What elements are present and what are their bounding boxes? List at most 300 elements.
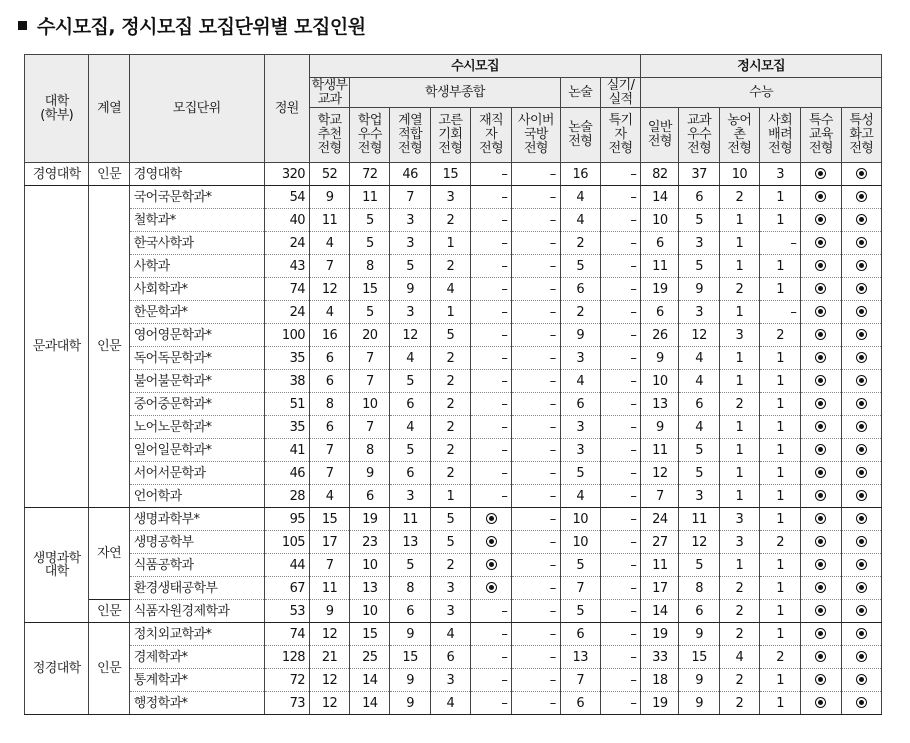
value-cell: 1 (760, 692, 801, 715)
selected-mark-cell (841, 531, 881, 554)
col-sub-2: 계열 적합 전형 (390, 108, 430, 163)
circle-dot-icon (815, 605, 826, 616)
circle-dot-icon (486, 513, 497, 524)
selected-mark-cell (841, 646, 881, 669)
value-cell: – (470, 485, 511, 508)
quota-cell: 28 (264, 485, 309, 508)
unit-cell: 사학과 (129, 255, 264, 278)
value-cell: – (470, 669, 511, 692)
unit-cell: 불어불문학과* (129, 370, 264, 393)
value-cell: 1 (719, 439, 759, 462)
value-cell: 7 (309, 554, 349, 577)
selected-mark-cell (801, 324, 841, 347)
circle-dot-icon (815, 352, 826, 363)
value-cell: 1 (760, 554, 801, 577)
value-cell: – (760, 301, 801, 324)
value-cell: 8 (309, 393, 349, 416)
circle-dot-icon (815, 421, 826, 432)
value-cell: 11 (390, 508, 430, 531)
unit-cell: 철학과* (129, 209, 264, 232)
col-sub-7: 특기 자 전형 (600, 108, 640, 163)
value-cell: – (470, 646, 511, 669)
quota-cell: 105 (264, 531, 309, 554)
value-cell: 1 (760, 600, 801, 623)
value-cell: 1 (760, 439, 801, 462)
circle-dot-icon (856, 651, 867, 662)
value-cell: 6 (560, 278, 600, 301)
value-cell: 10 (641, 370, 679, 393)
value-cell: 2 (760, 531, 801, 554)
value-cell: 19 (641, 278, 679, 301)
unit-cell: 언어학과 (129, 485, 264, 508)
col-nonsul: 논술 (560, 78, 600, 108)
value-cell: – (512, 508, 560, 531)
field-cell: 인문 (89, 623, 129, 715)
circle-dot-icon (815, 536, 826, 547)
value-cell: 1 (760, 577, 801, 600)
value-cell: – (512, 347, 560, 370)
value-cell: – (600, 646, 640, 669)
table-row (25, 646, 882, 669)
circle-dot-icon (815, 697, 826, 708)
value-cell: 46 (390, 163, 430, 186)
value-cell: 4 (679, 347, 719, 370)
value-cell: 12 (679, 324, 719, 347)
col-sub-9: 교과 우수 전형 (679, 108, 719, 163)
value-cell: – (512, 416, 560, 439)
value-cell: 27 (641, 531, 679, 554)
value-cell: 9 (350, 462, 390, 485)
circle-dot-icon (856, 329, 867, 340)
table-row (25, 163, 882, 186)
value-cell: 1 (760, 186, 801, 209)
value-cell: 11 (350, 186, 390, 209)
value-cell: 8 (350, 255, 390, 278)
circle-dot-icon (815, 214, 826, 225)
circle-dot-icon (856, 628, 867, 639)
unit-cell: 생명공학부 (129, 531, 264, 554)
value-cell: – (512, 232, 560, 255)
value-cell: 33 (641, 646, 679, 669)
value-cell: 10 (560, 508, 600, 531)
table-row (25, 692, 882, 715)
circle-dot-icon (856, 490, 867, 501)
value-cell: 1 (430, 485, 470, 508)
value-cell: 1 (760, 485, 801, 508)
selected-mark-cell (801, 393, 841, 416)
value-cell: 6 (560, 692, 600, 715)
value-cell: 5 (430, 324, 470, 347)
value-cell: 10 (350, 554, 390, 577)
value-cell: – (600, 370, 640, 393)
value-cell: 1 (430, 232, 470, 255)
value-cell: – (512, 186, 560, 209)
value-cell: – (600, 301, 640, 324)
value-cell: 7 (560, 577, 600, 600)
value-cell: 3 (390, 301, 430, 324)
value-cell: 9 (390, 669, 430, 692)
selected-mark-cell (801, 209, 841, 232)
field-cell: 자연 (89, 508, 129, 600)
col-silgi: 실기/ 실적 (600, 78, 640, 108)
value-cell: 5 (560, 600, 600, 623)
value-cell: 8 (350, 439, 390, 462)
value-cell: 13 (560, 646, 600, 669)
value-cell: – (600, 485, 640, 508)
value-cell: – (600, 347, 640, 370)
value-cell: 2 (760, 646, 801, 669)
col-sub-0: 학교 추천 전형 (309, 108, 349, 163)
value-cell: 7 (309, 462, 349, 485)
value-cell: – (512, 439, 560, 462)
table-row (25, 347, 882, 370)
value-cell: 5 (430, 531, 470, 554)
value-cell: – (470, 692, 511, 715)
value-cell: – (470, 439, 511, 462)
circle-dot-icon (815, 582, 826, 593)
unit-cell: 통계학과* (129, 669, 264, 692)
value-cell: 4 (430, 623, 470, 646)
col-sub-3: 고른 기회 전형 (430, 108, 470, 163)
col-unit: 모집단위 (129, 55, 264, 163)
value-cell: 21 (309, 646, 349, 669)
value-cell: 6 (679, 600, 719, 623)
value-cell: 10 (350, 393, 390, 416)
value-cell: 6 (390, 462, 430, 485)
circle-dot-icon (486, 536, 497, 547)
value-cell: 3 (760, 163, 801, 186)
value-cell: – (470, 462, 511, 485)
value-cell: – (470, 623, 511, 646)
quota-cell: 24 (264, 301, 309, 324)
value-cell: 3 (719, 531, 759, 554)
table-row (25, 577, 882, 600)
value-cell: – (600, 255, 640, 278)
univ-cell: 경영대학 (25, 163, 89, 186)
quota-cell: 35 (264, 347, 309, 370)
value-cell: – (470, 301, 511, 324)
selected-mark-cell (801, 255, 841, 278)
value-cell: – (470, 209, 511, 232)
col-quota: 정원 (264, 55, 309, 163)
value-cell: 2 (560, 232, 600, 255)
value-cell: 2 (430, 416, 470, 439)
value-cell: 11 (641, 554, 679, 577)
selected-mark-cell (801, 577, 841, 600)
value-cell: 12 (309, 669, 349, 692)
value-cell: 13 (350, 577, 390, 600)
circle-dot-icon (856, 375, 867, 386)
value-cell: 5 (679, 462, 719, 485)
circle-dot-icon (856, 398, 867, 409)
value-cell: 3 (719, 508, 759, 531)
col-univ: 대학 (학부) (25, 55, 89, 163)
circle-dot-icon (856, 536, 867, 547)
circle-dot-icon (815, 513, 826, 524)
value-cell: – (512, 209, 560, 232)
value-cell: 1 (760, 393, 801, 416)
value-cell: 4 (560, 370, 600, 393)
value-cell: 9 (309, 600, 349, 623)
selected-mark-cell (841, 416, 881, 439)
selected-mark-cell (841, 370, 881, 393)
value-cell: – (600, 278, 640, 301)
value-cell: 8 (679, 577, 719, 600)
selected-mark-cell (841, 324, 881, 347)
col-field: 계열 (89, 55, 129, 163)
selected-mark-cell (801, 600, 841, 623)
unit-cell: 노어노문학과* (129, 416, 264, 439)
value-cell: 4 (679, 370, 719, 393)
selected-mark-cell (841, 209, 881, 232)
quota-cell: 54 (264, 186, 309, 209)
value-cell: 3 (679, 485, 719, 508)
circle-dot-icon (815, 467, 826, 478)
circle-dot-icon (856, 168, 867, 179)
value-cell: – (512, 163, 560, 186)
selected-mark-cell (801, 163, 841, 186)
value-cell: 1 (760, 278, 801, 301)
circle-dot-icon (856, 605, 867, 616)
value-cell: – (600, 324, 640, 347)
unit-cell: 한문학과* (129, 301, 264, 324)
selected-mark-cell (801, 232, 841, 255)
value-cell: 15 (430, 163, 470, 186)
value-cell: 3 (430, 186, 470, 209)
table-row (25, 301, 882, 324)
value-cell: 11 (309, 577, 349, 600)
circle-dot-icon (815, 398, 826, 409)
circle-dot-icon (815, 559, 826, 570)
value-cell: 1 (760, 370, 801, 393)
selected-mark-cell (841, 255, 881, 278)
circle-dot-icon (856, 352, 867, 363)
value-cell: 1 (719, 301, 759, 324)
value-cell: 1 (719, 554, 759, 577)
value-cell: 2 (719, 669, 759, 692)
value-cell: 11 (309, 209, 349, 232)
value-cell: 6 (679, 393, 719, 416)
value-cell: 5 (560, 462, 600, 485)
value-cell: – (512, 301, 560, 324)
table-row (25, 209, 882, 232)
value-cell: 14 (641, 600, 679, 623)
value-cell: 9 (679, 692, 719, 715)
value-cell: 2 (430, 255, 470, 278)
value-cell: – (512, 577, 560, 600)
value-cell: 3 (430, 600, 470, 623)
univ-cell: 문과대학 (25, 186, 89, 508)
selected-mark-cell (841, 692, 881, 715)
univ-cell: 정경대학 (25, 623, 89, 715)
value-cell: 17 (309, 531, 349, 554)
value-cell: 4 (390, 416, 430, 439)
value-cell: 6 (390, 393, 430, 416)
quota-cell: 100 (264, 324, 309, 347)
selected-mark-cell (841, 439, 881, 462)
table-row (25, 186, 882, 209)
unit-cell: 일어일문학과* (129, 439, 264, 462)
circle-dot-icon (815, 628, 826, 639)
value-cell: 72 (350, 163, 390, 186)
value-cell: – (470, 416, 511, 439)
value-cell: 5 (390, 255, 430, 278)
value-cell: 3 (560, 347, 600, 370)
value-cell: 5 (679, 439, 719, 462)
selected-mark-cell (801, 623, 841, 646)
value-cell: 5 (390, 554, 430, 577)
unit-cell: 경제학과* (129, 646, 264, 669)
value-cell: 2 (430, 439, 470, 462)
circle-dot-icon (815, 306, 826, 317)
circle-dot-icon (856, 674, 867, 685)
value-cell: 5 (390, 370, 430, 393)
value-cell: 19 (350, 508, 390, 531)
value-cell: 12 (309, 692, 349, 715)
value-cell: 9 (641, 416, 679, 439)
value-cell: 12 (679, 531, 719, 554)
value-cell: – (512, 324, 560, 347)
col-sub-4: 재직 자 전형 (470, 108, 511, 163)
value-cell: 1 (760, 462, 801, 485)
table-row (25, 278, 882, 301)
quota-cell: 40 (264, 209, 309, 232)
value-cell: 11 (641, 439, 679, 462)
value-cell: 2 (430, 370, 470, 393)
value-cell: 14 (350, 692, 390, 715)
value-cell: 24 (641, 508, 679, 531)
value-cell: – (600, 232, 640, 255)
value-cell: 15 (390, 646, 430, 669)
value-cell: 9 (679, 278, 719, 301)
selected-mark-cell (470, 554, 511, 577)
value-cell: 5 (679, 554, 719, 577)
univ-cell: 생명과학 대학 (25, 508, 89, 623)
unit-cell: 경영대학 (129, 163, 264, 186)
selected-mark-cell (801, 278, 841, 301)
value-cell: 1 (719, 416, 759, 439)
value-cell: 12 (309, 623, 349, 646)
value-cell: 2 (719, 186, 759, 209)
quota-cell: 41 (264, 439, 309, 462)
value-cell: 6 (309, 347, 349, 370)
value-cell: – (760, 232, 801, 255)
selected-mark-cell (841, 301, 881, 324)
value-cell: 11 (679, 508, 719, 531)
value-cell: 7 (641, 485, 679, 508)
value-cell: 6 (390, 600, 430, 623)
value-cell: – (512, 278, 560, 301)
value-cell: 1 (760, 255, 801, 278)
value-cell: 12 (641, 462, 679, 485)
value-cell: 13 (390, 531, 430, 554)
value-cell: 25 (350, 646, 390, 669)
selected-mark-cell (841, 232, 881, 255)
value-cell: 4 (309, 485, 349, 508)
value-cell: 6 (641, 301, 679, 324)
selected-mark-cell (841, 554, 881, 577)
value-cell: – (512, 462, 560, 485)
circle-dot-icon (856, 467, 867, 478)
value-cell: – (512, 370, 560, 393)
quota-cell: 53 (264, 600, 309, 623)
value-cell: 2 (430, 393, 470, 416)
value-cell: 9 (641, 347, 679, 370)
page-title (18, 12, 366, 39)
value-cell: – (600, 416, 640, 439)
value-cell: 15 (679, 646, 719, 669)
value-cell: 5 (430, 508, 470, 531)
circle-dot-icon (856, 421, 867, 432)
value-cell: 4 (560, 209, 600, 232)
value-cell: 9 (390, 623, 430, 646)
quota-cell: 24 (264, 232, 309, 255)
value-cell: 7 (350, 347, 390, 370)
selected-mark-cell (470, 531, 511, 554)
value-cell: 7 (309, 255, 349, 278)
value-cell: 2 (719, 692, 759, 715)
circle-dot-icon (856, 191, 867, 202)
value-cell: 1 (430, 301, 470, 324)
value-cell: 19 (641, 623, 679, 646)
table-row (25, 600, 882, 623)
table-row (25, 462, 882, 485)
value-cell: – (512, 669, 560, 692)
value-cell: 1 (719, 370, 759, 393)
circle-dot-icon (815, 168, 826, 179)
table-row (25, 554, 882, 577)
selected-mark-cell (841, 600, 881, 623)
selected-mark-cell (841, 623, 881, 646)
value-cell: – (512, 255, 560, 278)
quota-cell: 320 (264, 163, 309, 186)
selected-mark-cell (841, 485, 881, 508)
value-cell: 5 (679, 255, 719, 278)
value-cell: – (512, 600, 560, 623)
value-cell: 1 (719, 462, 759, 485)
value-cell: 16 (560, 163, 600, 186)
selected-mark-cell (841, 669, 881, 692)
value-cell: 4 (679, 416, 719, 439)
value-cell: 7 (560, 669, 600, 692)
value-cell: – (600, 186, 640, 209)
circle-dot-icon (815, 674, 826, 685)
value-cell: 9 (390, 692, 430, 715)
table-row (25, 508, 882, 531)
selected-mark-cell (841, 462, 881, 485)
circle-dot-icon (815, 329, 826, 340)
value-cell: 2 (430, 209, 470, 232)
selected-mark-cell (841, 393, 881, 416)
value-cell: 4 (309, 301, 349, 324)
value-cell: 5 (560, 554, 600, 577)
value-cell: 7 (350, 370, 390, 393)
quota-cell: 128 (264, 646, 309, 669)
circle-dot-icon (856, 697, 867, 708)
value-cell: 1 (719, 255, 759, 278)
value-cell: 14 (641, 186, 679, 209)
value-cell: – (470, 232, 511, 255)
value-cell: – (470, 347, 511, 370)
col-sub-11: 사회 배려 전형 (760, 108, 801, 163)
value-cell: 9 (309, 186, 349, 209)
value-cell: – (600, 600, 640, 623)
value-cell: 12 (390, 324, 430, 347)
page-title-text: 수시모집, 정시모집 모집단위별 모집인원 (37, 16, 366, 38)
value-cell: 2 (430, 462, 470, 485)
value-cell: – (600, 393, 640, 416)
selected-mark-cell (801, 416, 841, 439)
